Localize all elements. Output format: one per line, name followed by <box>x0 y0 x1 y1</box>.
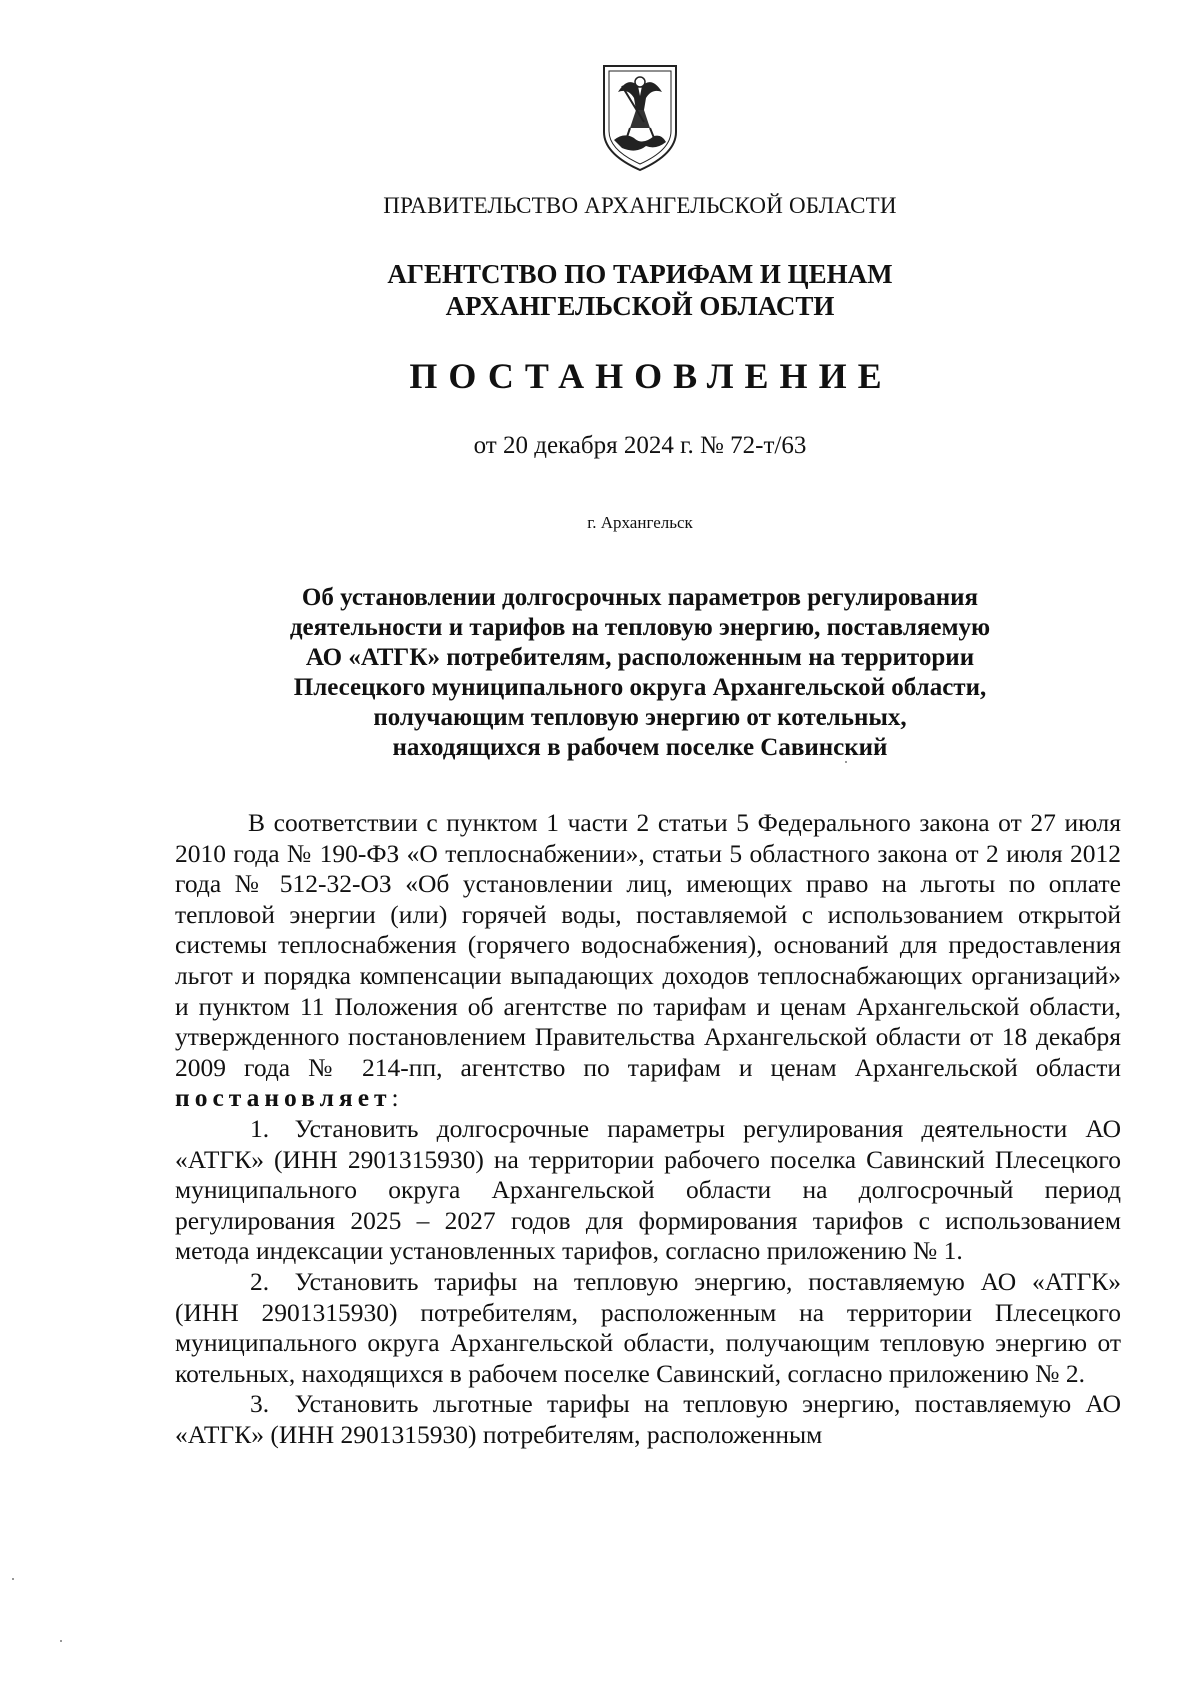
document-title <box>160 583 1120 763</box>
title-line: деятельности и тарифов на тепловую энергию, поставляемую <box>289 614 991 641</box>
government-name: ПРАВИТЕЛЬСТВО АРХАНГЕЛЬСКОЙ ОБЛАСТИ <box>383 193 897 218</box>
title-line: Плесецкого муниципального округа Архангельской области, <box>293 674 987 701</box>
preamble-paragraph <box>175 808 1121 1114</box>
agency-line: АГЕНТСТВО ПО ТАРИФАМ И ЦЕНАМ <box>387 259 893 289</box>
resolves-word: постановляет <box>175 1083 392 1113</box>
scan-speck <box>60 1640 62 1642</box>
date-and-number: от 20 декабря 2024 г. № 72-т/63 <box>473 432 807 459</box>
preamble-text: В соответствии с пунктом 1 части 2 статьи 5 Федерального закона от 27 июля 2010 года № 190-ФЗ «О теплоснабжении», статьи 5 областного закона от 2 июля 2012 года № 512-32-ОЗ «Об установлении лиц, имеющих право на льготы по оплате тепловой энергии (или) горячей воды, поставляемой с использованием открытой системы теплоснабжения (горячего водоснабжения), оснований для предоставления льгот и порядка компенсации выпадающих доходов теплоснабжающих организаций» и пунктом 11 Положения об агентстве по тарифам и ценам Архангельской области, утвержденного постановлением Правительства Архангельской области от 18 декабря 2009 года № 214-пп, агентство по тарифам и ценам Архангельской области <box>175 808 1121 1082</box>
scan-speck <box>12 1578 14 1580</box>
item-paragraph: 1. Установить долгосрочные параметры регулирования деятельности АО «АТГК» (ИНН 2901315930) на территории рабочего поселка Савинский Плесецкого муниципального округа Архангельской области на долгосрочный период регулирования 2025 – 2027 годов для формирования тарифов с использованием метода индексации установленных тарифов, согласно приложению № 1. <box>175 1113 1121 1266</box>
coat-of-arms-icon <box>600 62 680 174</box>
title-line: АО «АТГК» потребителям, расположенным на территории <box>305 644 975 671</box>
item-paragraph: 2. Установить тарифы на тепловую энергию, поставляемую АО «АТГК» (ИНН 2901315930) потребителям, расположенным на территории Плесецкого муниципального округа Архангельской области, получающим тепловую энергию от котельных, находящихся в рабочем поселке Савинский, согласно приложению № 2. <box>175 1266 1121 1388</box>
agency-name <box>160 258 1120 322</box>
title-line: Об установлении долгосрочных параметров регулирования <box>301 584 979 611</box>
document-type: ПОСТАНОВЛЕНИЕ <box>409 356 893 396</box>
document-body <box>175 808 1121 1450</box>
city: г. Архангельск <box>587 513 693 532</box>
resolves-colon: : <box>391 1083 399 1113</box>
scan-speck <box>845 761 847 763</box>
title-line: получающим тепловую энергию от котельных, <box>373 704 907 731</box>
title-line: находящихся в рабочем поселке Савинский <box>392 734 888 761</box>
item-paragraph: 3. Установить льготные тарифы на тепловую энергию, поставляемую АО «АТГК» (ИНН 2901315930) потребителям, расположенным <box>175 1389 1121 1449</box>
agency-line: АРХАНГЕЛЬСКОЙ ОБЛАСТИ <box>445 291 835 321</box>
